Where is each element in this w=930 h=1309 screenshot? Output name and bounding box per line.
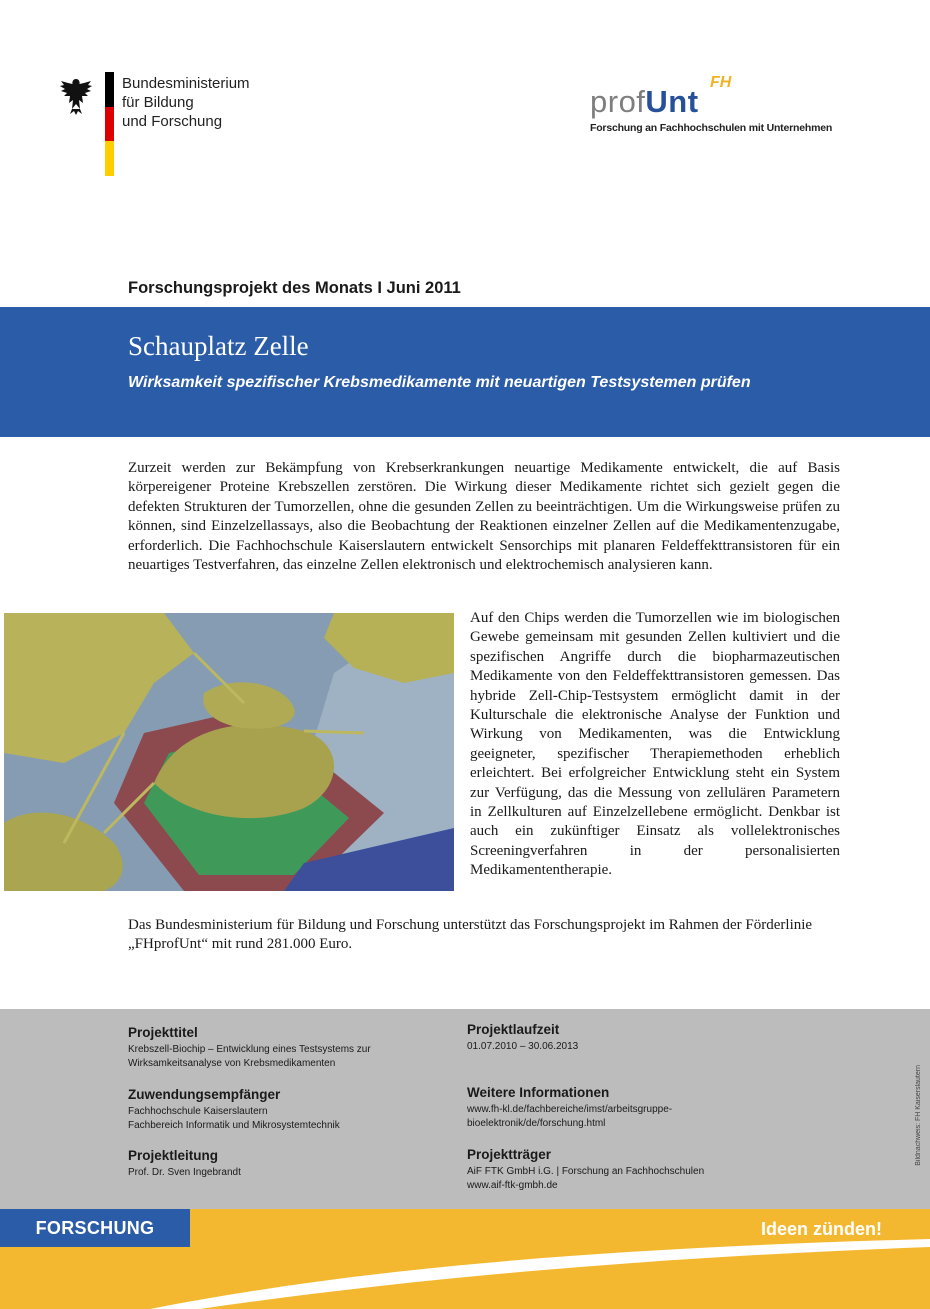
flag-stripes	[105, 72, 114, 176]
page-title: Schauplatz Zelle	[128, 331, 309, 361]
project-info-box	[0, 1009, 930, 1209]
fh-badge-icon: FH	[710, 74, 732, 91]
info-projektlaufzeit: Projektlaufzeit 01.07.2010 – 30.06.2013	[467, 1022, 579, 1052]
body-paragraph: Auf den Chips werden die Tumorzellen wie im biologischen Gewebe gemeinsam mit gesunden Zellen kultiviert und die spezifischen Angriffe durch die biopharmazeutischen Medikamente von den Feldeffekttransistoren gemessen. Das hybride Zell-Chip-Testsystem ermöglicht damit in der Kulturschale die elektronische Analyse der Funktion und Wirkung von Medikamenten, was die Entwicklung geeigneter, spezifischer Therapiemethoden erheblich erleichtert. Bei erfolgreicher Entwicklung steht ein System zur Verfügung, das die Messung von zellulären Parametern in Zellkulturen auf Einzelzellebene ermöglicht. Denkbar ist auch ein zukünftiger Einsatz als vollelektronisches Screeningverfahren in der personalisierten Medikamententherapie.	[470, 610, 840, 879]
traeger-link-url[interactable]: www.aif-ftk-gmbh.de	[467, 1179, 558, 1191]
info-link-url-continued[interactable]: bioelektronik/de/forschung.html	[467, 1117, 606, 1129]
project-of-month-kicker: Forschungsprojekt des Monats I Juni 2011	[128, 279, 461, 297]
ministry-logo	[58, 72, 288, 182]
program-logo	[588, 74, 848, 144]
cell-microscopy-image	[4, 613, 454, 891]
ideen-zuenden-slogan: Ideen zünden!	[761, 1219, 882, 1239]
program-tagline: Forschung an Fachhochschulen mit Unternehmen	[590, 122, 833, 134]
intro-paragraph: Zurzeit werden zur Bekämpfung von Krebserkrankungen neuartige Medikamente entwickelt, die auf Basis körpereigener Proteine Krebszellen zerstören. Die Wirkung dieser Medikamente richtet sich gezielt gegen die defekten Strukturen der Tumorzellen, ohne die gesunden Zellen zu beeinträchtigen. Um die Wirkungsweise prüfen zu können, sind Einzelzellassays, also die Beobachtung der Reaktionen einzelner Zellen auf die Medikamentenzugabe, erforderlich. Die Fachhochschule Kaiserslautern entwickelt Sensorchips mit planaren Feldeffekttransistoren für ein neuartiges Testverfahren, das einzelne Zellen elektronisch und elektrochemisch analysieren kann.	[128, 460, 840, 574]
photo-credit: Bildnachweis: FH Kaiserslautern	[915, 1065, 922, 1166]
title-banner	[0, 307, 930, 437]
page-subtitle: Wirksamkeit spezifischer Krebsmedikamente mit neuartigen Testsystemen prüfen	[128, 374, 751, 391]
federal-eagle-icon	[58, 76, 94, 116]
info-projektleitung: Projektleitung Prof. Dr. Sven Ingebrandt	[128, 1148, 241, 1178]
info-projekttitel: Projekttitel Krebszell-Biochip – Entwicklung eines Testsystems zur Wirksamkeitsanalyse von Krebsmedikamenten	[128, 1025, 371, 1069]
ministry-name: Bundesministerium für Bildung und Forschung	[122, 75, 250, 130]
info-projekttraeger: Projektträger AiF FTK GmbH i.G. | Forschung an Fachhochschulen www.aif-ftk-gmbh.de	[467, 1147, 705, 1191]
footer-band	[0, 1209, 930, 1309]
program-logo-wordmark: profUnt	[590, 84, 699, 119]
info-zuwendungsempfaenger: Zuwendungsempfänger Fachhochschule Kaiserslautern Fachbereich Informatik und Mikrosystemtechnik	[128, 1087, 340, 1131]
info-weitere-informationen: Weitere Informationen www.fh-kl.de/fachbereiche/imst/arbeitsgruppe- bioelektronik/de/forschung.html	[467, 1085, 673, 1129]
funding-note: Das Bundesministerium für Bildung und Forschung unterstützt das Forschungsprojekt im Rahmen der Förderlinie „FHprofUnt“ mit rund 281.000 Euro.	[128, 917, 813, 953]
forschung-label: FORSCHUNG	[0, 1209, 190, 1247]
info-link-url[interactable]: www.fh-kl.de/fachbereiche/imst/arbeitsgruppe-	[467, 1104, 673, 1115]
